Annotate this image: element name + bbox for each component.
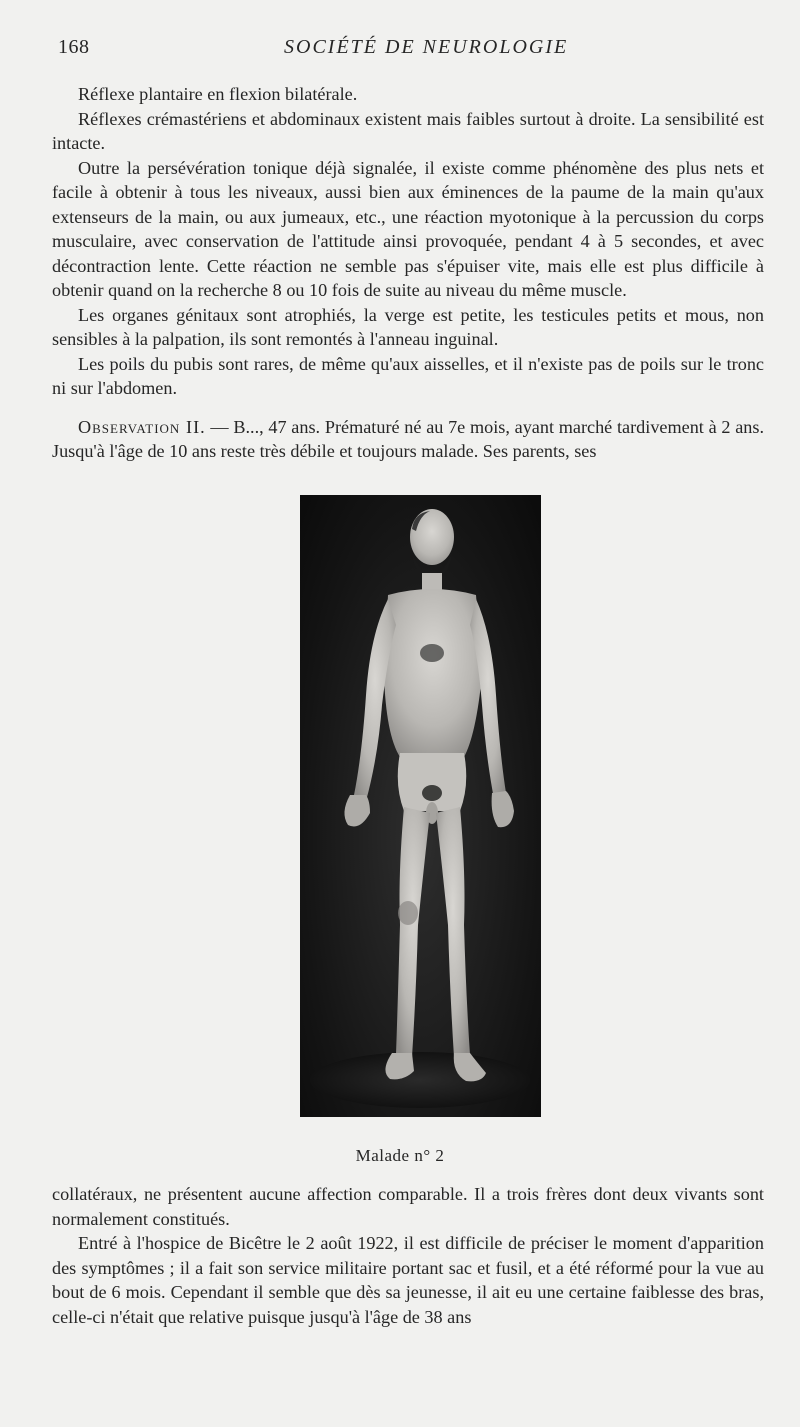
- observation-text: — B..., 47 ans. Prématuré né au 7e mois, ayant marché tardivement à 2 ans. Jusqu'à l'âge de 10 ans reste très débile et toujours malade. Ses parents, ses: [52, 416, 764, 461]
- paragraph: Réflexes crémastériens et abdominaux existent mais faibles surtout à droite. La sensibilité est intacte.: [52, 108, 764, 153]
- page-number: 168: [58, 36, 90, 58]
- paragraph: Entré à l'hospice de Bicêtre le 2 août 1922, il est difficile de préciser le moment d'apparition des symptômes ; il a fait son service militaire portant sac et fusil, et a été réformé pour la vue au bout de 6 mois. Cependant il semble que dès sa jeunesse, il ait eu une certaine faiblesse des bras, celle-ci n'était que relative puisque jusqu'à l'âge de 38 ans: [52, 1233, 764, 1327]
- paragraph: Les organes génitaux sont atrophiés, la verge est petite, les testicules petits et mous, non sensibles à la palpation, ils sont remontés à l'anneau inguinal.: [52, 304, 764, 349]
- page-header: [58, 36, 760, 66]
- paragraph: Les poils du pubis sont rares, de même qu'aux aisselles, et il n'existe pas de poils sur le tronc ni sur l'abdomen.: [52, 353, 764, 398]
- paragraph: Réflexe plantaire en flexion bilatérale.: [78, 84, 358, 104]
- patient-figure-illustration: [300, 495, 541, 1117]
- body-text-top: [52, 82, 764, 464]
- patient-photograph: [300, 495, 541, 1117]
- figure-caption: Malade n° 2: [355, 1146, 445, 1165]
- observation-heading: Observation II.: [78, 416, 206, 437]
- running-head: SOCIÉTÉ DE NEUROLOGIE: [284, 36, 569, 58]
- body-text-bottom: [52, 1182, 764, 1329]
- paragraph: Outre la persévération tonique déjà signalée, il existe comme phénomène des plus nets et facile à obtenir à tous les niveaux, aussi bien aux éminences de la paume de la main qu'aux extenseurs de la main, ou aux jumeaux, etc., une réaction myotonique à la percussion du corps musculaire, avec conservation de l'attitude ainsi provoquée, pendant 4 à 5 secondes, et avec décontraction lente. Cette réaction ne semble pas s'épuiser vite, mais elle est plus difficile à obtenir quand on la recherche 8 ou 10 fois de suite au niveau du même muscle.: [52, 157, 764, 300]
- observation-paragraph: [52, 415, 764, 464]
- paragraph: collatéraux, ne présentent aucune affection comparable. Il a trois frères dont deux vivants sont normalement constitués.: [52, 1184, 764, 1229]
